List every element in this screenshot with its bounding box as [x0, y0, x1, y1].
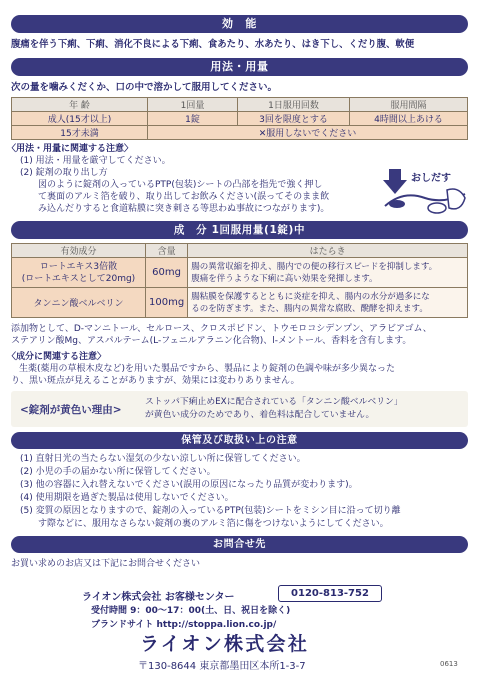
contact-header: お問合せ先	[11, 536, 468, 553]
ingredient-effect	[188, 258, 468, 288]
ingredient-name-line1: ロートエキス3倍散	[39, 261, 118, 272]
ingredient-amount: 60mg	[146, 258, 188, 288]
ingredient-effect-line2: 腹痛を伴うような下痢に高い効果を発揮します。	[191, 273, 378, 284]
ingredient-effect	[188, 288, 468, 318]
dosage-col-age: 年 齢	[12, 98, 148, 112]
ingredients-header-row	[12, 244, 468, 258]
ingredient-name: タンニン酸ベルベリン	[12, 288, 146, 318]
efficacy-text: 腹痛を伴う下痢、下痢、消化不良による下痢、食あたり、水あたり、はき下し、くだり腹、軟便	[11, 39, 415, 50]
dosage-table	[11, 97, 468, 140]
dosage-row-child	[12, 126, 468, 140]
contact-phone[interactable]: 0120-813-752	[278, 585, 382, 602]
ingredient-row	[12, 288, 468, 318]
ingredient-effect-line1: 腸粘膜を保護するとともに炎症を抑え、腸内の水分が過多にな	[191, 291, 430, 302]
usage-note-1: (1) 用法・用量を厳守してください。	[20, 156, 171, 166]
storage-item-3: (3) 他の容器に入れ替えないでください(誤用の原因になったり品質が変わります)。	[20, 480, 358, 490]
storage-item-5-cont: す際などに、服用なさらない錠剤の裏のアルミ箔に傷をつけないようにしてください。	[38, 519, 389, 529]
ingredients-table	[11, 243, 468, 318]
adult-times: 3回を限度とする	[238, 112, 350, 126]
yellow-reason-line-2: が黄色い成分のためであり、着色料は配合していません。	[145, 410, 375, 420]
child-note: ✕服用しないでください	[148, 126, 468, 140]
contact-center: ライオン株式会社 お客様センター	[82, 592, 235, 603]
ingredient-effect-line2: るのを防ぎます。また、腸内の異常な腐敗、醗酵を抑えます。	[191, 303, 428, 314]
company-address: 〒130-8644 東京都墨田区本所1-3-7	[138, 661, 306, 672]
ingredients-col-effect: はたらき	[188, 244, 468, 258]
usage-notes-title: 〈用法・用量に関連する注意〉	[7, 144, 134, 154]
contact-site[interactable]: ブランドサイト http://stoppa.lion.co.jp/	[91, 620, 277, 630]
adult-dose: 1錠	[148, 112, 238, 126]
contact-hours: 受付時間 9：00～17：00(土、日、祝日を除く)	[91, 606, 291, 616]
dosage-header-row	[12, 98, 468, 112]
document-code: 0613	[440, 660, 458, 668]
contact-text: お買い求めのお店又は下記にお問合せください	[11, 559, 201, 569]
usage-intro: 次の量を噛みくだくか、口の中で溶かして服用してください。	[11, 82, 278, 93]
additives-line-2: ステアリン酸Mg、アスパルテーム(L-フェニルアラニン化合物)、l-メントール、香料を含有します。	[11, 336, 412, 346]
ingredients-header: 成 分 1回服用量(1錠)中	[11, 221, 468, 239]
usage-note-detail-2: て裏面のアルミ箔を破り、取り出してお飲みください(誤ってそのまま飲	[38, 192, 330, 202]
ingredient-row	[12, 258, 468, 288]
press-label: おしだす	[411, 173, 451, 184]
usage-note-detail-3: み込んだりすると食道粘膜に突き刺さる等思わぬ事故につながります)。	[38, 204, 330, 214]
company-logo: ライオン株式会社	[140, 633, 310, 655]
child-age: 15才未満	[12, 126, 148, 140]
ingredient-notes-line-2: り、黒い斑点が見えることがありますが、効果には変わりありません。	[11, 376, 300, 386]
storage-item-5: (5) 変質の原因となりますので、錠剤の入っているPTP(包装)シートをミシン目に沿って切り離	[20, 506, 401, 516]
efficacy-header: 効 能	[11, 15, 468, 33]
yellow-reason-box	[11, 391, 468, 427]
dosage-col-times: 1日服用回数	[238, 98, 350, 112]
dosage-col-interval: 服用間隔	[350, 98, 468, 112]
adult-age: 成人(15才以上)	[12, 112, 148, 126]
ingredients-col-amount: 含量	[146, 244, 188, 258]
additives-line-1: 添加物として、D-マンニトール、セルロース、クロスポビドン、トウモロコシデンプン、アラビアゴム、	[11, 324, 432, 334]
ingredient-effect-line1: 腸の異常収縮を抑え、腸内での便の移行スピードを抑制します。	[191, 261, 438, 272]
storage-item-4: (4) 使用期限を過ぎた製品は使用しないでください。	[20, 493, 234, 503]
usage-header: 用法・用量	[11, 58, 468, 76]
yellow-reason-line-1: ストッパ下痢止めEXに配合されている「タンニン酸ベルベリン」	[145, 397, 403, 407]
storage-item-2: (2) 小児の手の届かない所に保管してください。	[20, 467, 216, 477]
usage-note-2: (2) 錠剤の取り出し方	[20, 168, 108, 178]
ingredient-name	[12, 258, 146, 288]
storage-header: 保管及び取扱い上の注意	[11, 432, 468, 449]
dosage-col-dose: 1回量	[148, 98, 238, 112]
ingredient-name-line2: (ロートエキスとして20mg)	[21, 273, 136, 284]
usage-note-detail-1: 図のように錠剤の入っているPTP(包装)シートの凸部を指先で強く押し	[38, 180, 323, 190]
ingredient-notes-title: 〈成分に関連する注意〉	[7, 352, 107, 362]
yellow-reason-label: <錠剤が黄色い理由>	[20, 404, 122, 416]
ptp-illustration	[383, 168, 468, 218]
ingredients-col-name: 有効成分	[12, 244, 146, 258]
ingredient-amount: 100mg	[146, 288, 188, 318]
storage-item-1: (1) 直射日光の当たらない湿気の少ない涼しい所に保管してください。	[20, 454, 306, 464]
ingredient-notes-line-1: 生薬(薬用の草根木皮など)を用いた製品ですから、製品により錠剤の色調や味が多少異なった	[19, 364, 396, 374]
adult-interval: 4時間以上あける	[350, 112, 468, 126]
dosage-row-adult	[12, 112, 468, 126]
